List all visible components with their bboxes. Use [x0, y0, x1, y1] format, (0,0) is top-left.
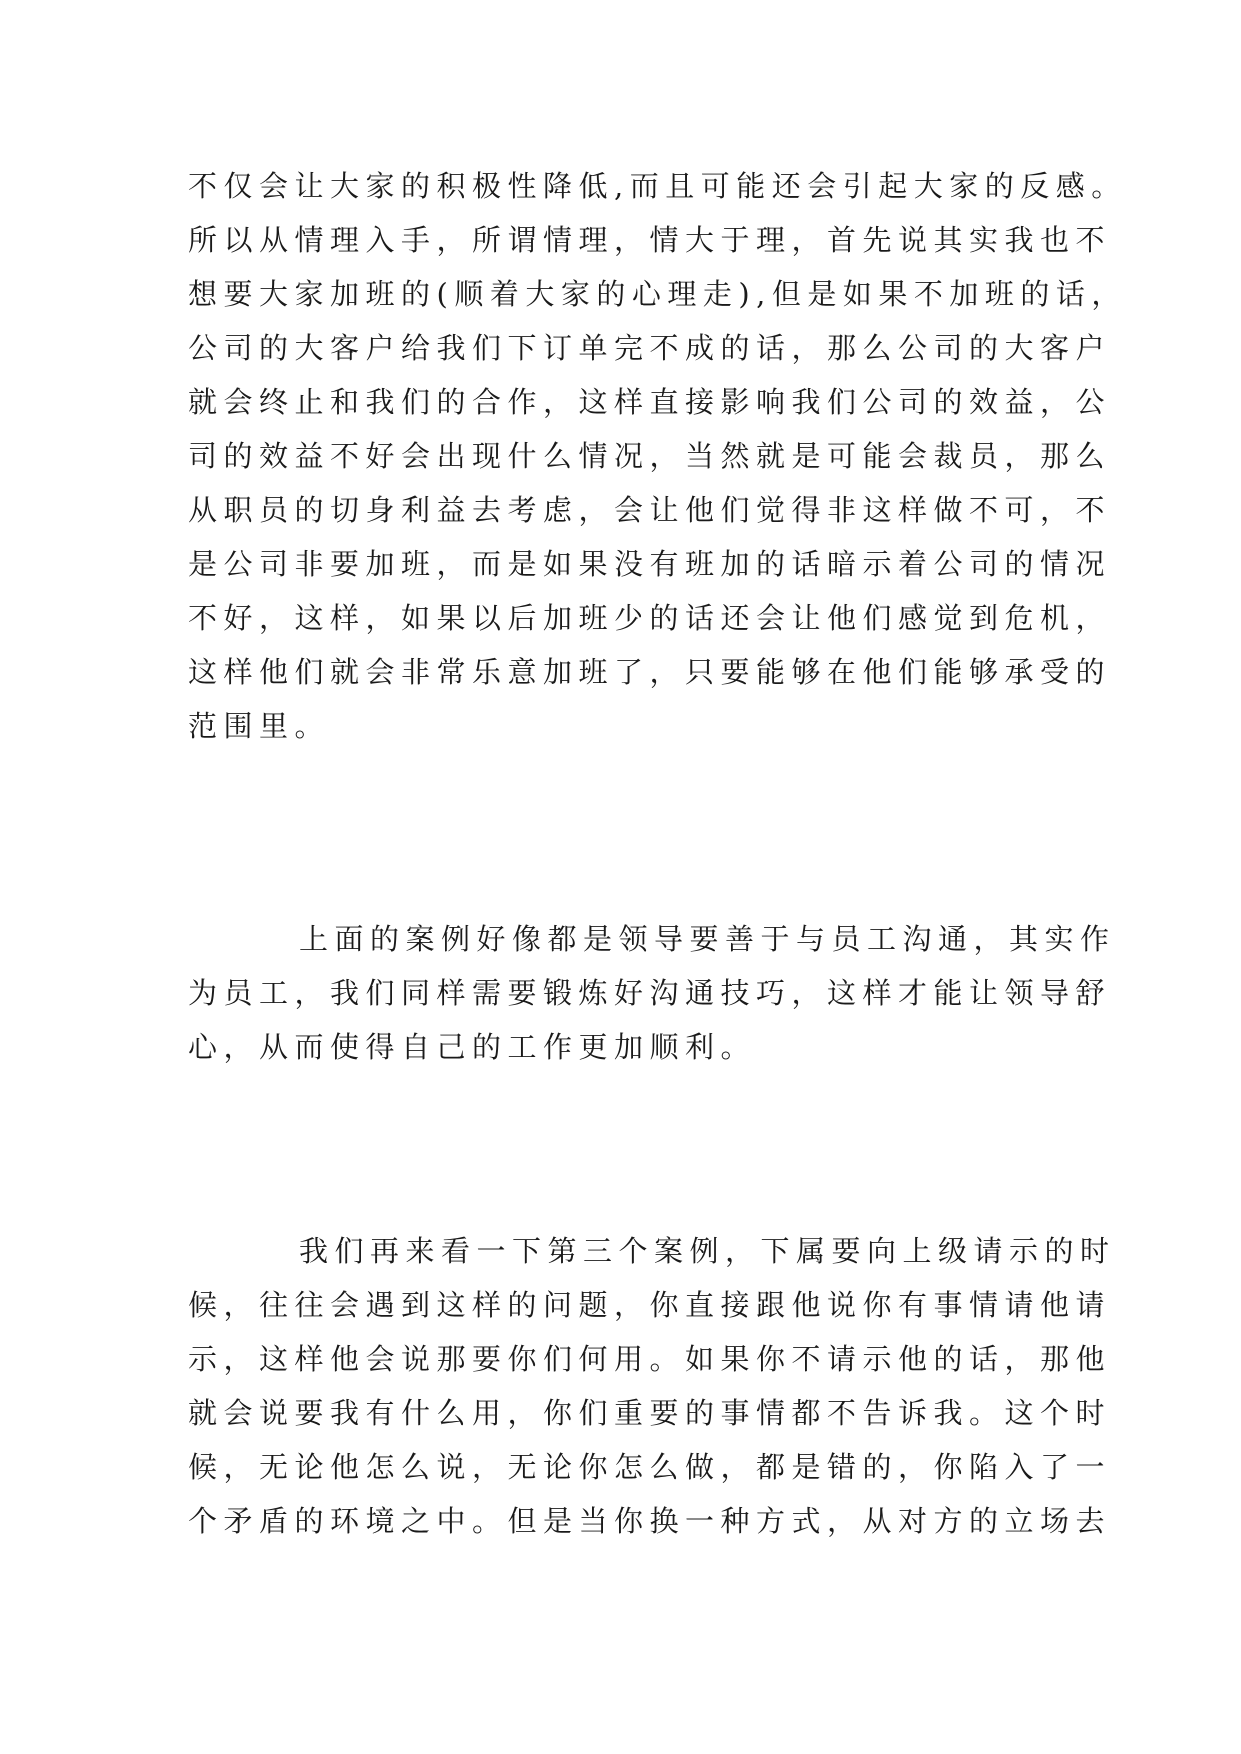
- text-line: 候，无论他怎么说，无论你怎么做，都是错的，你陷入了一: [188, 1450, 1112, 1484]
- text-line: 是公司非要加班，而是如果没有班加的话暗示着公司的情况: [188, 547, 1112, 581]
- text-line: 候，往往会遇到这样的问题，你直接跟他说你有事情请他请: [188, 1288, 1112, 1322]
- text-line: 个矛盾的环境之中。但是当你换一种方式，从对方的立场去: [188, 1504, 1112, 1538]
- text-line: 从职员的切身利益去考虑，会让他们觉得非这样做不可，不: [188, 493, 1112, 527]
- paragraph-third-case: [188, 1224, 1116, 1548]
- text-line: 就会终止和我们的合作，这样直接影响我们公司的效益，公: [188, 385, 1112, 419]
- text-line: 心，从而使得自己的工作更加顺利。: [188, 1030, 757, 1064]
- text-line: 这样他们就会非常乐意加班了，只要能够在他们能够承受的: [188, 655, 1112, 689]
- paragraph-overtime-persuasion: [188, 159, 1127, 753]
- text-line: 示，这样他会说那要你们何用。如果你不请示他的话，那他: [188, 1342, 1112, 1376]
- text-line-first: 上面的案例好像都是领导要善于与员工沟通，其实作: [299, 922, 1116, 956]
- text-line: 为员工，我们同样需要锻炼好沟通技巧，这样才能让领导舒: [188, 976, 1112, 1010]
- text-line: 不仅会让大家的积极性降低,而且可能还会引起大家的反感。: [188, 169, 1127, 203]
- text-line: 想要大家加班的(顺着大家的心理走),但是如果不加班的话，: [188, 277, 1127, 311]
- paragraph-employee-communication: [188, 912, 1116, 1074]
- text-line: 就会说要我有什么用，你们重要的事情都不告诉我。这个时: [188, 1396, 1112, 1430]
- text-line: 不好，这样，如果以后加班少的话还会让他们感觉到危机，: [188, 601, 1112, 635]
- text-line: 所以从情理入手，所谓情理，情大于理，首先说其实我也不: [188, 223, 1112, 257]
- text-line: 范围里。: [188, 709, 331, 743]
- text-line: 公司的大客户给我们下订单完不成的话，那么公司的大客户: [188, 331, 1112, 365]
- text-line-first: 我们再来看一下第三个案例，下属要向上级请示的时: [299, 1234, 1116, 1268]
- text-line: 司的效益不好会出现什么情况，当然就是可能会裁员，那么: [188, 439, 1112, 473]
